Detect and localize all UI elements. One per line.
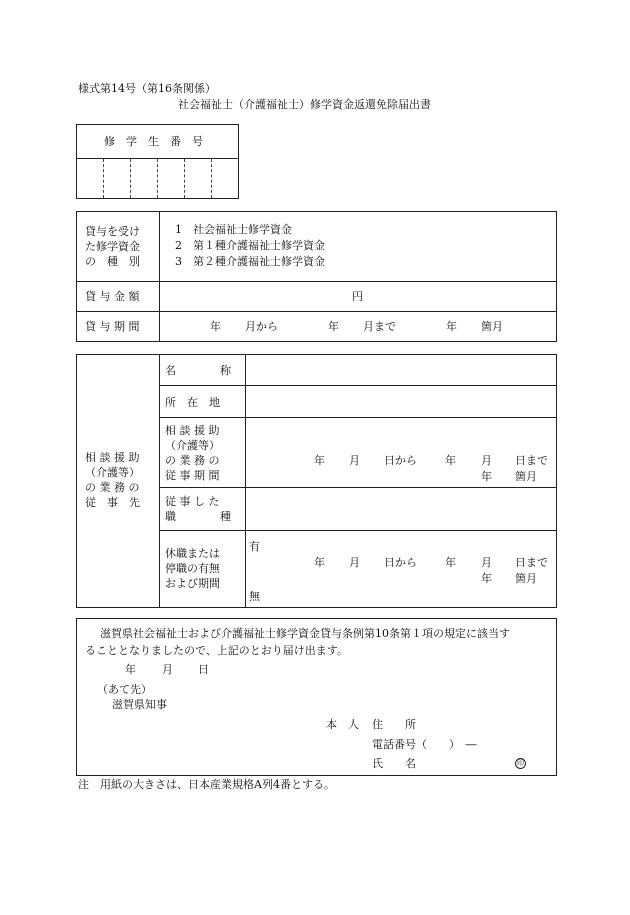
applicant-label: 本 人 xyxy=(326,718,359,731)
work-leave-label: 休職または 停職の有無 および期間 xyxy=(165,547,220,590)
declaration-line-1: 滋賀県社会福祉士および介護福祉士修学資金貸与条例第10条第１項の規定に該当す xyxy=(100,627,510,640)
work-period-to-day: 日まで xyxy=(515,454,548,467)
work-leave-no-option[interactable]: 無 xyxy=(249,590,260,603)
work-period-from-day: 日から xyxy=(384,454,417,467)
applicant-address-label: 住 所 xyxy=(372,718,416,731)
declaration-date-day[interactable]: 日 xyxy=(198,663,209,676)
declaration-date-month[interactable]: 月 xyxy=(162,663,173,676)
student-number-label: 修 学 生 番 号 xyxy=(104,135,203,148)
work-job-label: 従 事 し た 職 種 xyxy=(165,495,231,523)
work-period-input[interactable] xyxy=(246,418,556,486)
work-address-input[interactable] xyxy=(246,386,556,416)
loan-period-to-month: 月まで xyxy=(363,320,396,333)
paper-size-note: 注 用紙の大きさは、日本産業規格A列4番とする。 xyxy=(78,778,335,791)
applicant-address-input[interactable] xyxy=(425,716,550,731)
work-name-label: 名 称 xyxy=(165,364,231,377)
student-number-digit-divider xyxy=(103,159,104,198)
declaration-box xyxy=(76,618,557,776)
work-name-input[interactable] xyxy=(246,355,556,384)
loan-period-to-year: 年 xyxy=(328,320,339,333)
loan-period-label: 貸 与 期 間 xyxy=(85,320,140,333)
work-period-from-year: 年 xyxy=(314,454,325,467)
loan-type-option[interactable]: 3 第２種介護福祉士修学資金 xyxy=(175,255,325,268)
loan-amount-label: 貸 与 金 額 xyxy=(85,290,140,303)
student-number-digit-divider xyxy=(211,159,212,198)
work-leave-to-month: 月 xyxy=(481,556,492,569)
work-leave-yes-option[interactable]: 有 xyxy=(249,540,260,553)
work-table-divider xyxy=(159,354,160,608)
student-number-digit-divider xyxy=(130,159,131,198)
loan-period-from-month: 月から xyxy=(245,320,278,333)
loan-type-label: 貸与を受け た修学資金 の 種 別 xyxy=(85,225,140,268)
work-leave-from-day: 日から xyxy=(384,556,417,569)
loan-period-total-month: 箇月 xyxy=(481,320,503,333)
declaration-date-year[interactable]: 年 xyxy=(125,663,136,676)
work-period-label: 相 談 援 助 （介護等） の 業 務 の 従 事 期 間 xyxy=(165,424,220,482)
form-number: 様式第14号（第16条関係） xyxy=(78,82,216,95)
work-period-to-year: 年 xyxy=(445,454,456,467)
loan-type-option[interactable]: 2 第１種介護福祉士修学資金 xyxy=(175,239,325,252)
work-leave-to-year: 年 xyxy=(445,556,456,569)
work-address-label: 所 在 地 xyxy=(165,396,220,409)
work-period-total-year: 年 xyxy=(481,470,492,483)
loan-period-from-year: 年 xyxy=(210,320,221,333)
work-leave-total-month: 箇月 xyxy=(515,572,537,585)
work-section-label: 相 談 援 助 （介護等） の 業 務 の 従 事 先 xyxy=(85,451,140,509)
student-number-digit-divider xyxy=(157,159,158,198)
work-period-to-month: 月 xyxy=(481,454,492,467)
student-number-digit-divider xyxy=(184,159,185,198)
work-leave-to-day: 日まで xyxy=(515,556,548,569)
work-leave-from-year: 年 xyxy=(314,556,325,569)
work-table-divider xyxy=(159,530,557,531)
work-period-total-month: 箇月 xyxy=(515,470,537,483)
loan-amount-unit: 円 xyxy=(352,290,363,303)
form-title: 社会福祉士（介護福祉士）修学資金返還免除届出書 xyxy=(178,98,431,111)
applicant-name-label: 氏 名 xyxy=(372,757,416,770)
work-job-input[interactable] xyxy=(246,488,556,529)
loan-period-total-year: 年 xyxy=(446,320,457,333)
applicant-name-input[interactable] xyxy=(425,755,510,770)
applicant-phone-label[interactable]: 電話番号（ ） ― xyxy=(372,738,477,751)
seal-mark-icon: 印 xyxy=(517,759,524,767)
governor-label: 滋賀県知事 xyxy=(112,698,167,711)
declaration-line-2: ることとなりましたので、上記のとおり届け出ます。 xyxy=(85,644,348,657)
addressee-label: （あて先） xyxy=(97,683,152,696)
work-leave-total-year: 年 xyxy=(481,572,492,585)
work-period-from-month: 月 xyxy=(349,454,360,467)
loan-type-option[interactable]: 1 社会福祉士修学資金 xyxy=(175,223,292,236)
work-leave-from-month: 月 xyxy=(349,556,360,569)
